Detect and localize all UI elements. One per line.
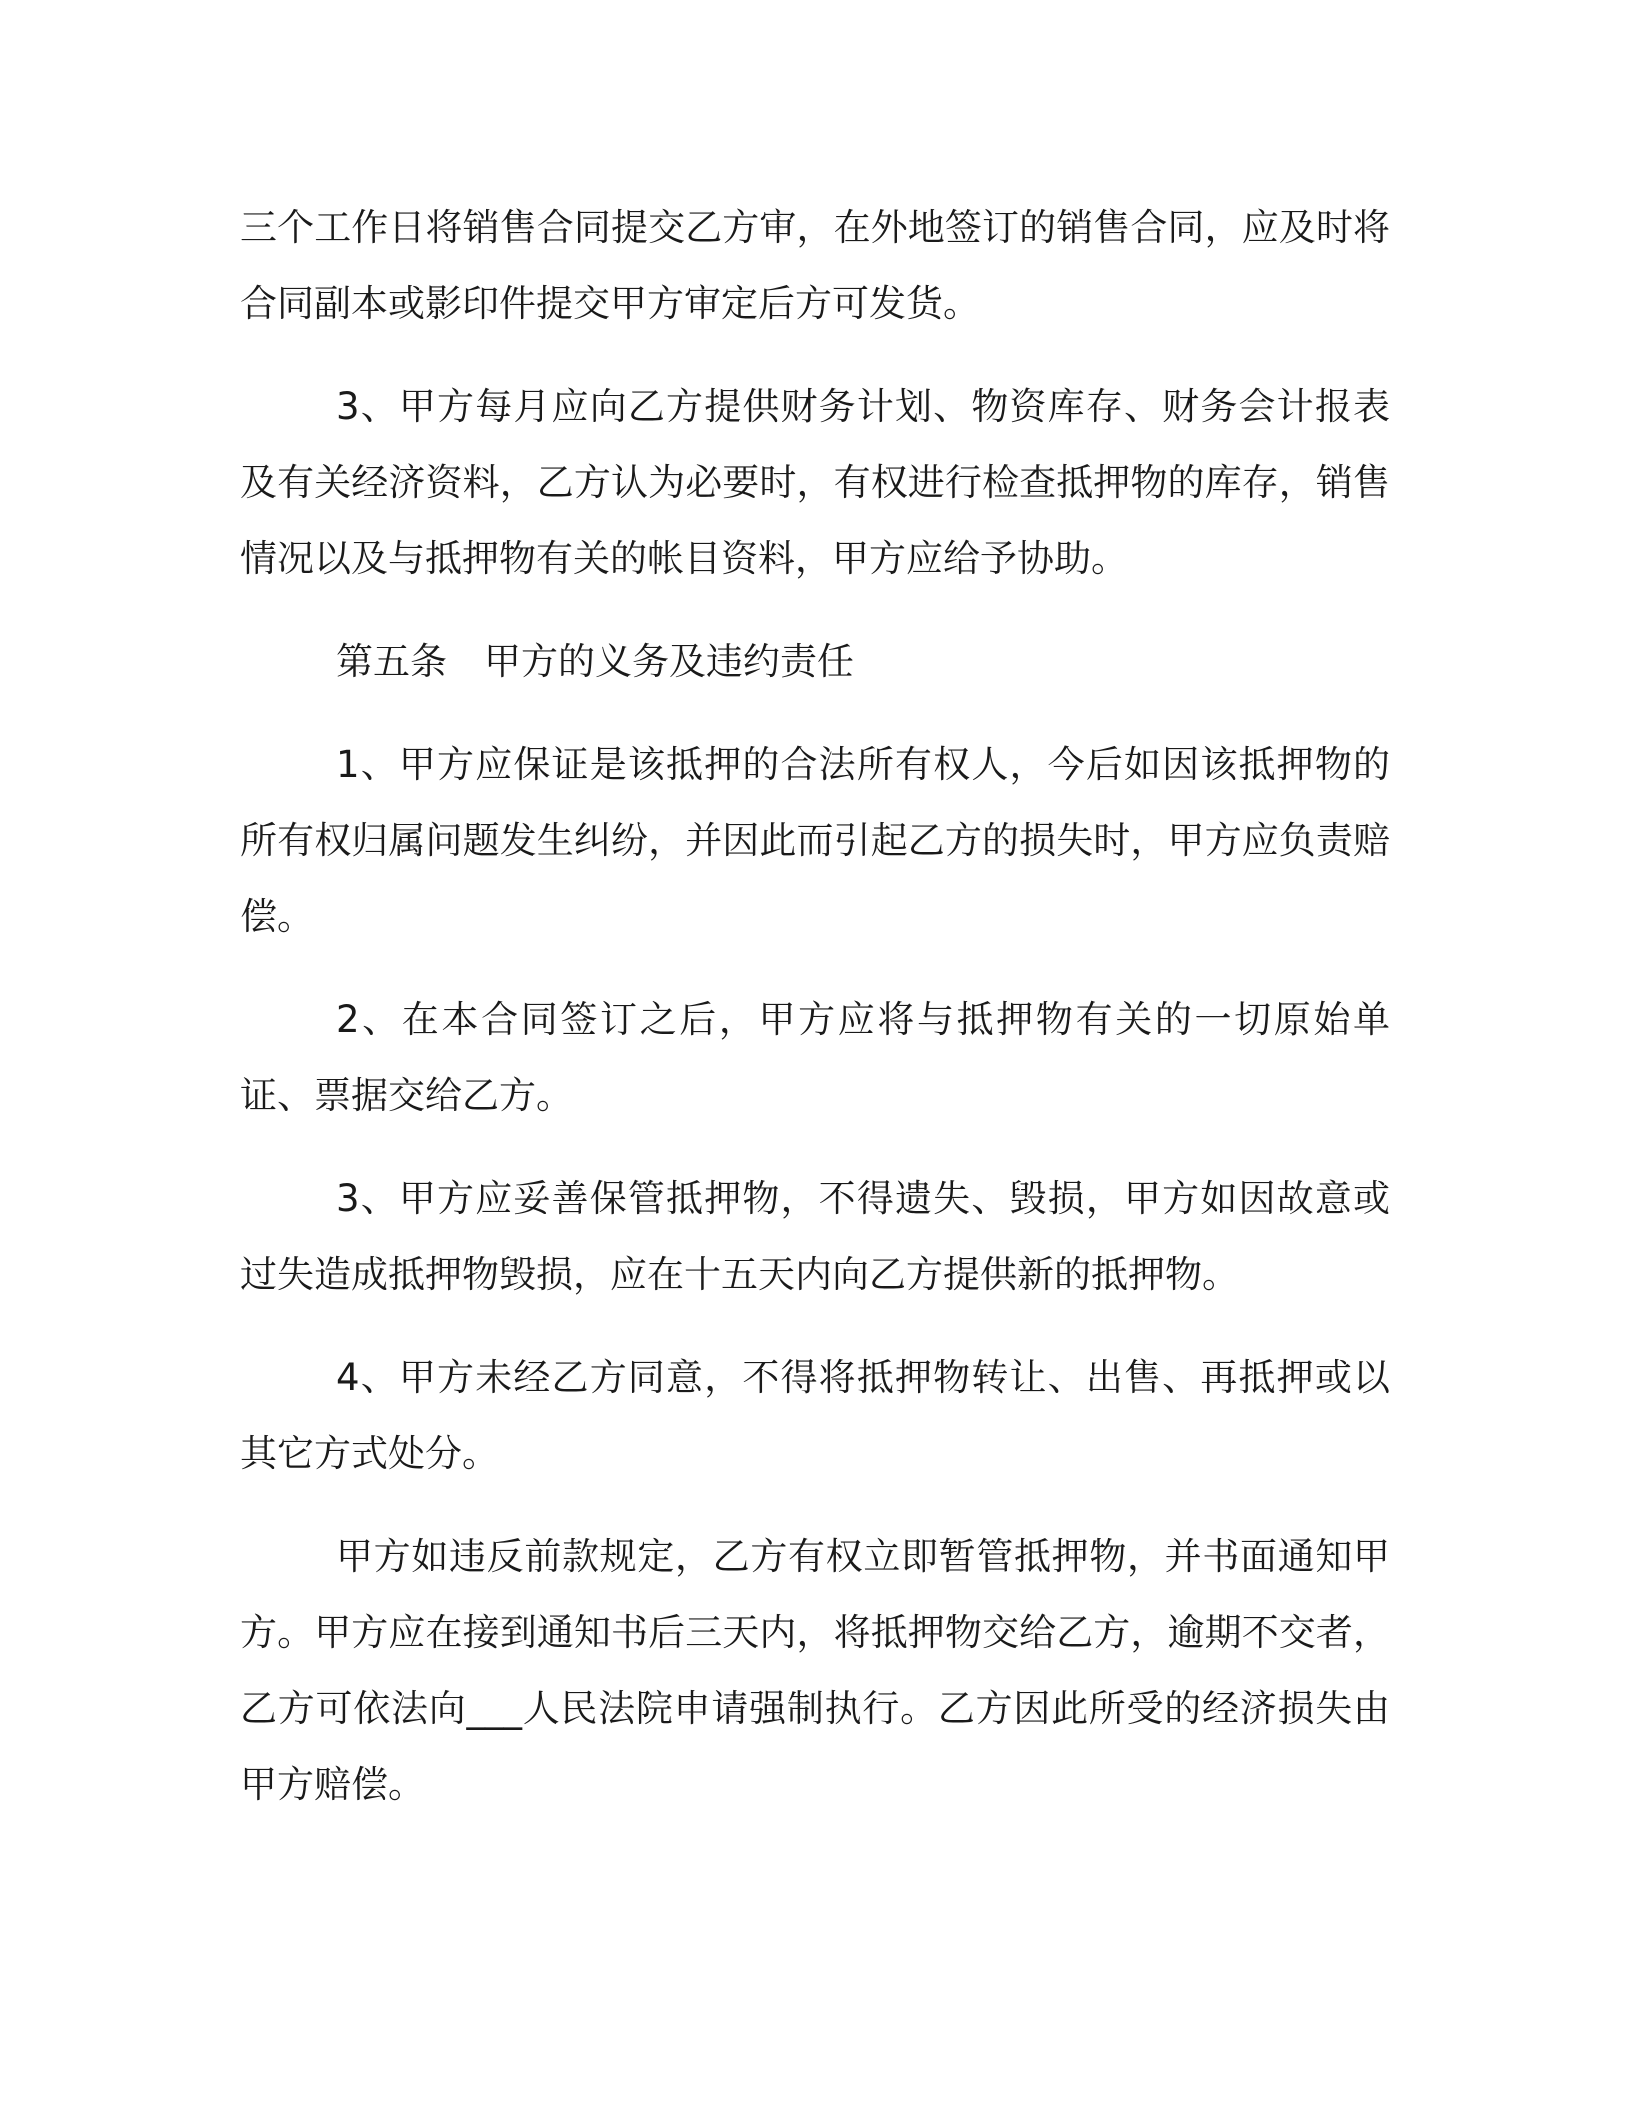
paragraph-item-4-disposal: 4、甲方未经乙方同意，不得将抵押物转让、出售、再抵押或以其它方式处分。: [240, 1356, 1390, 1475]
paragraph-item-2-documents: 2、在本合同签订之后，甲方应将与抵押物有关的一切原始单证、票据交给乙方。: [240, 998, 1390, 1117]
paragraph-item-1-ownership: 1、甲方应保证是该抵押的合法所有权人，今后如因该抵押物的所有权归属问题发生纠纷，并因此而引起乙方的损失时，甲方应负责赔偿。: [240, 743, 1390, 938]
paragraph-item-3-reporting: 3、甲方每月应向乙方提供财务计划、物资库存、财务会计报表及有关经济资料，乙方认为必要时，有权进行检查抵押物的库存，销售情况以及与抵押物有关的帐目资料，甲方应给予协助。: [240, 385, 1390, 580]
section-heading-article-5: 第五条 甲方的义务及违约责任: [336, 640, 854, 683]
paragraph-breach-remedy: 甲方如违反前款规定，乙方有权立即暂管抵押物，并书面通知甲方。甲方应在接到通知书后三天内，将抵押物交给乙方，逾期不交者，乙方可依法向___人民法院申请强制执行。乙方因此所受的经济损失由甲方赔偿。: [240, 1535, 1390, 1806]
paragraph-continuation: 三个工作日将销售合同提交乙方审，在外地签订的销售合同，应及时将合同副本或影印件提交甲方审定后方可发货。: [240, 206, 1390, 325]
document-body: [240, 190, 1390, 1823]
paragraph-item-3-safekeeping: 3、甲方应妥善保管抵押物，不得遗失、毁损，甲方如因故意或过失造成抵押物毁损，应在十五天内向乙方提供新的抵押物。: [240, 1177, 1390, 1296]
